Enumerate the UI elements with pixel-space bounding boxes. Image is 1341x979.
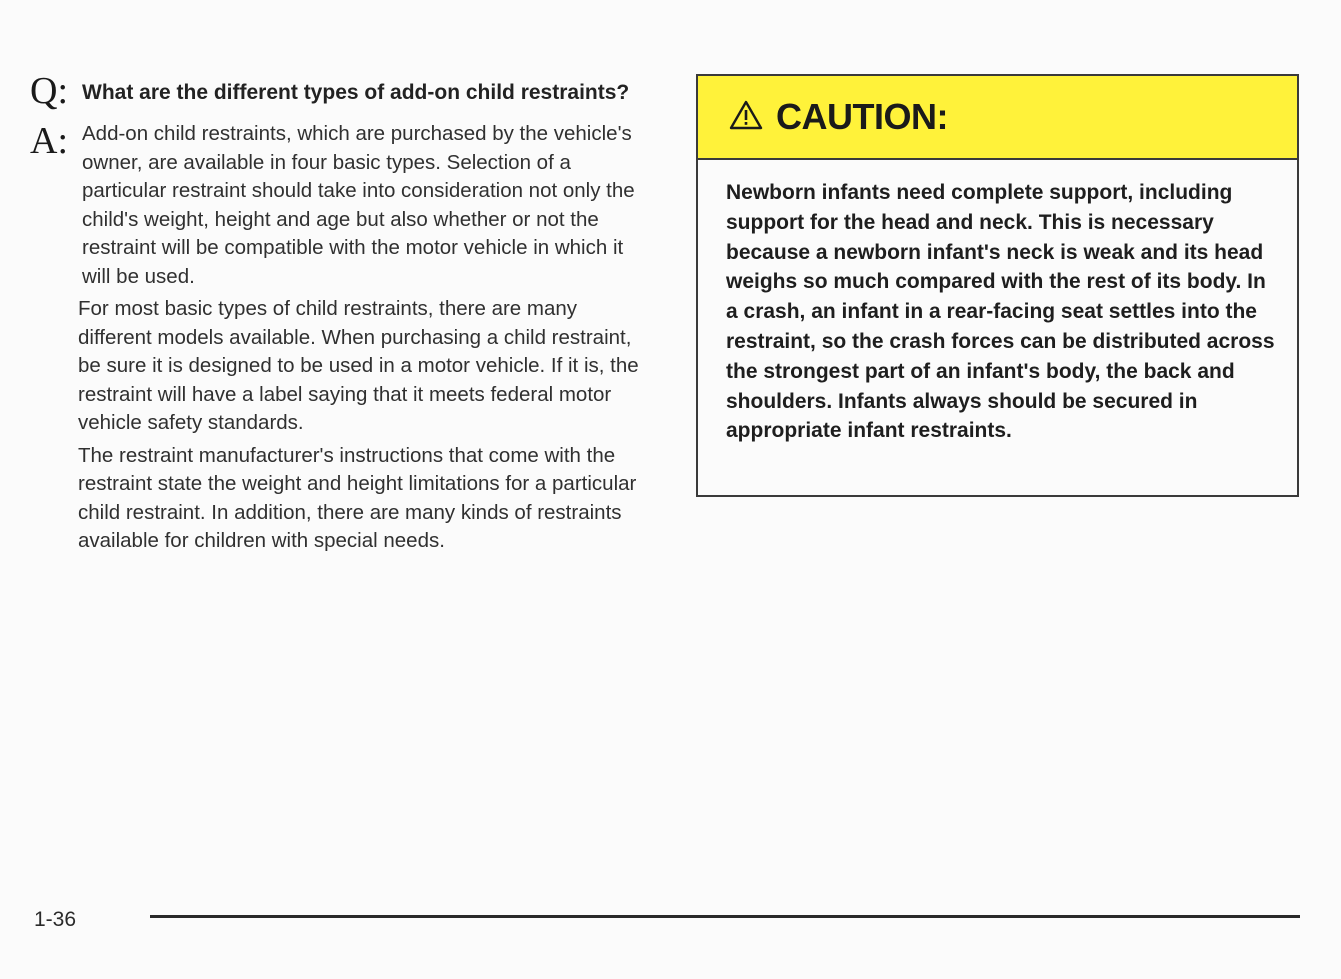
page-number: 1-36 <box>34 908 77 931</box>
question-text: What are the different types of add-on child restraints? <box>82 81 630 104</box>
answer-marker: A: <box>30 120 68 162</box>
question-row <box>30 70 650 110</box>
caution-box <box>696 74 1299 497</box>
answer-paragraph-1: Add-on child restraints, which are purchased by the vehicle's owner, are available in four basic types. Selection of a particular restraint should take into consideration not only the child's weight, height and age but also whether or not the restraint will be compatible with the motor vehicle in which it will be used. <box>82 122 635 288</box>
answer-paragraph-2: For most basic types of child restraints, there are many different models available. When purchasing a child restraint, be sure it is designed to be used in a motor vehicle. If it is, the restraint will have a label saying that it meets federal motor vehicle safety standards. <box>78 297 639 434</box>
caution-header <box>698 76 1297 160</box>
answer-paragraph-3: The restraint manufacturer's instructions that come with the restraint state the weight and height limitations for a particular child restraint. In addition, there are many kinds of restraints available for children with special needs. <box>78 443 637 552</box>
warning-triangle-icon <box>728 99 764 131</box>
qa-section <box>30 70 650 556</box>
footer-divider <box>150 915 1300 918</box>
caution-body-text: Newborn infants need complete support, including support for the head and neck. This is necessary because a newborn infant's neck is weak and its head weighs so much compared with the rest of its body. In a crash, an infant in a rear-facing seat settles into the restraint, so the crash forces can be distributed across the strongest part of an infant's body, the back and shoulders. Infants always should be secured in appropriate infant restraints. <box>726 181 1275 443</box>
question-marker: Q: <box>30 70 68 112</box>
answer-row <box>30 118 650 291</box>
caution-title: CAUTION: <box>776 96 948 137</box>
answer-continuation <box>78 295 650 556</box>
